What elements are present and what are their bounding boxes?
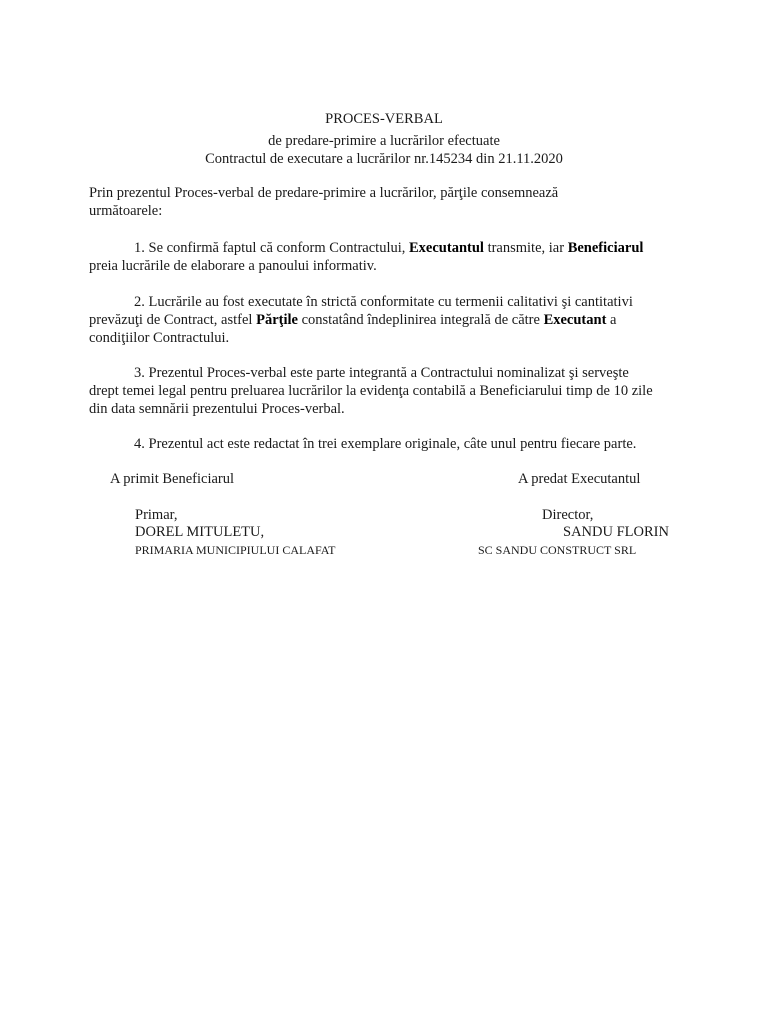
clause-2-line-1: 2. Lucrările au fost executate în strictă conformitate cu termenii calitativi şi cantitativi — [134, 294, 633, 310]
document-subtitle: de predare-primire a lucrărilor efectuate — [268, 133, 500, 149]
signature-right-heading: A predat Executantul — [518, 471, 641, 487]
clause-2 — [89, 293, 689, 347]
clause-2-line-3: condiţiilor Contractului. — [89, 330, 230, 346]
clause-3-line-1: 3. Prezentul Proces-verbal este parte integrantă a Contractului nominalizat şi serveşte — [134, 365, 629, 381]
clause-3-line-2: drept temei legal pentru preluarea lucrărilor la evidenţa contabilă a Beneficiarului timp de 10 zile — [89, 383, 653, 399]
clause-3-line-3: din data semnării prezentului Proces-verbal. — [89, 401, 345, 417]
intro-line-2: următoarele: — [89, 203, 163, 219]
executant-bold-2: Executant — [543, 312, 607, 328]
signature-right-org: SC SANDU CONSTRUCT SRL — [478, 543, 637, 557]
intro-paragraph — [89, 184, 689, 220]
beneficiar-bold: Beneficiarul — [567, 240, 644, 256]
signature-right-name: SANDU FLORIN — [563, 524, 669, 540]
clause-3 — [89, 364, 689, 418]
partile-bold: Părţile — [256, 312, 298, 328]
clause-4 — [89, 435, 689, 453]
signature-left-name: DOREL MITULETU, — [135, 524, 265, 540]
signature-left-heading: A primit Beneficiarul — [110, 471, 235, 487]
signature-left-role: Primar, — [135, 507, 178, 523]
clause-1-line-1: 1. Se confirmă faptul că conform Contractului, Executantul transmite, iar Beneficiarul — [134, 240, 644, 256]
intro-line-1: Prin prezentul Proces-verbal de predare-primire a lucrărilor, părţile consemnează — [89, 185, 559, 201]
clause-2-line-2: prevăzuţi de Contract, astfel Părţile constatând îndeplinirea integrală de către Executant a — [89, 312, 617, 328]
signature-right-role: Director, — [542, 507, 594, 523]
clause-4-line-1: 4. Prezentul act este redactat în trei exemplare originale, câte unul pentru fiecare parte. — [134, 436, 637, 452]
document-title: PROCES-VERBAL — [325, 111, 443, 127]
signature-left-org: PRIMARIA MUNICIPIULUI CALAFAT — [135, 543, 336, 557]
executant-bold: Executantul — [409, 240, 484, 256]
contract-reference: Contractul de executare a lucrărilor nr.145234 din 21.11.2020 — [205, 151, 563, 167]
clause-1-line-2: preia lucrările de elaborare a panoului informativ. — [89, 258, 377, 274]
clause-1 — [89, 239, 689, 275]
